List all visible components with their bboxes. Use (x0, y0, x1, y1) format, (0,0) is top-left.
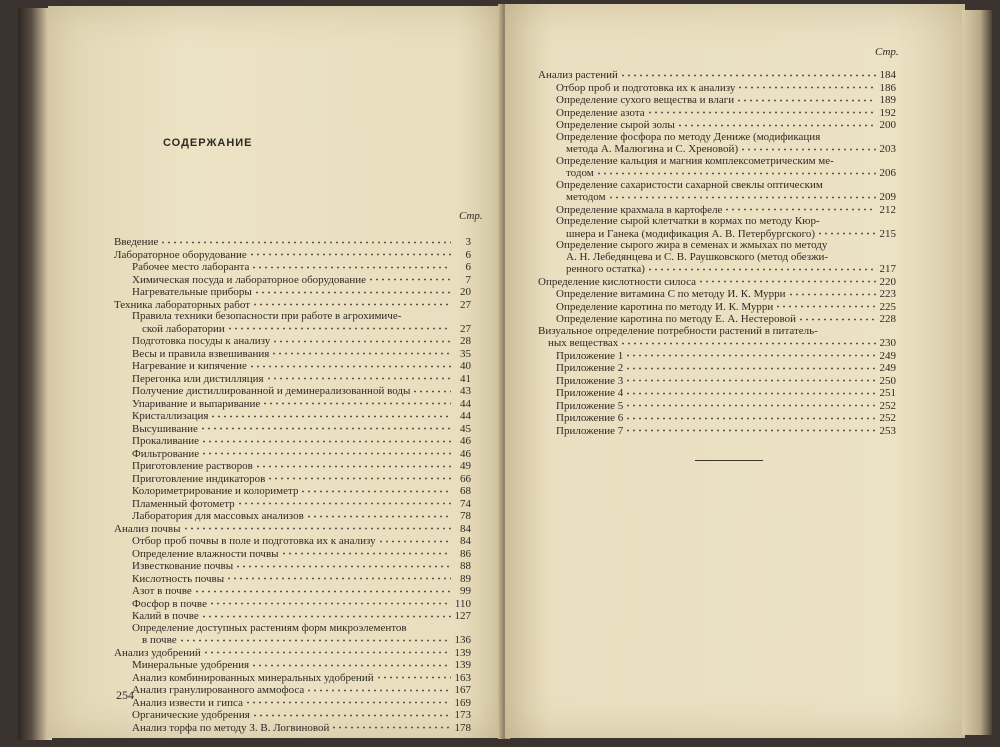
dot-leader (306, 684, 451, 693)
toc-entry-page: 189 (879, 94, 896, 106)
toc-entry-page: 6 (465, 261, 471, 273)
toc-entry-title: Анализ торфа по методу З. В. Логвиновой (132, 722, 330, 734)
toc-entry (114, 560, 471, 573)
dot-leader (227, 323, 451, 332)
dot-leader (255, 460, 451, 469)
toc-entry-title: Определение сырой золы (556, 120, 675, 131)
dot-leader (252, 709, 451, 718)
dot-leader (209, 598, 451, 607)
toc-entry-page: 203 (879, 143, 896, 155)
toc-entry (538, 301, 896, 314)
toc-entry-page: 220 (879, 275, 896, 288)
toc-entry-title: Определение кислотности силоса (538, 276, 697, 288)
toc-entry-title: Органические удобрения (132, 710, 250, 721)
toc-entry (538, 412, 896, 425)
dot-leader (267, 473, 451, 482)
toc-entry (114, 373, 471, 386)
toc-entry-page: 209 (879, 191, 896, 203)
toc-entry (538, 375, 896, 388)
toc-entry (538, 69, 896, 82)
toc-entry-page: 212 (879, 203, 896, 216)
toc-entry-title: Визуальное определение потребности растений в питатель- (538, 325, 818, 337)
toc-entry-title-cont: шнера и Ганека (модификация А. В. Петербургского) (566, 228, 816, 240)
toc-entry-page: 3 (465, 236, 471, 248)
toc-entry (114, 598, 471, 611)
toc-entry-page: 184 (879, 69, 896, 81)
toc-entry-page: 206 (879, 167, 896, 179)
toc-entry (114, 548, 471, 561)
toc-entry (114, 398, 471, 411)
toc-entry (114, 672, 471, 685)
dot-leader (201, 435, 451, 444)
toc-entry-title: Перегонка или дистилляция (132, 373, 264, 385)
toc-entry-title: Фильтрование (132, 448, 200, 460)
toc-entry-page: 139 (454, 646, 471, 659)
toc-entry-title: Определение азота (556, 107, 645, 119)
dot-leader (272, 335, 451, 344)
toc-entry-page: 7 (465, 273, 471, 286)
toc-entry (538, 276, 896, 289)
toc-entry (114, 274, 471, 287)
toc-entry-title: Химическая посуда и лабораторное оборудование (132, 274, 367, 286)
toc-entry-title-cont: в почве (142, 635, 177, 646)
dot-leader (647, 263, 876, 272)
dot-leader (378, 535, 451, 544)
dot-leader (625, 412, 876, 421)
toc-entry (114, 311, 471, 335)
dot-leader (625, 400, 876, 409)
toc-entry (538, 362, 896, 375)
dot-leader (249, 249, 451, 258)
toc-entry-title: Техника лабораторных работ (114, 299, 251, 311)
toc-entry-page: 253 (879, 424, 896, 437)
dot-leader (226, 573, 451, 582)
toc-entry-page: 84 (460, 535, 471, 547)
dot-leader (724, 204, 876, 213)
dot-leader (235, 560, 451, 569)
dot-leader (331, 722, 451, 731)
toc-entry (538, 132, 896, 156)
toc-entry-page: 35 (460, 347, 471, 360)
toc-entry-page: 127 (454, 610, 471, 622)
page-column-label-right: Стр. (875, 46, 899, 58)
toc-entry-page: 173 (454, 709, 471, 721)
toc-entry-title: Анализ гранулированного аммофоса (132, 685, 305, 696)
dot-leader (625, 375, 876, 384)
toc-entry-page: 41 (460, 372, 471, 385)
page-number: 254 (116, 688, 134, 702)
toc-entry (114, 261, 471, 274)
toc-entry-page: 250 (879, 374, 896, 387)
dot-leader (698, 276, 876, 285)
toc-entry (114, 435, 471, 448)
toc-entry-page: 20 (460, 286, 471, 298)
dot-leader (608, 191, 876, 200)
page-edges (962, 10, 992, 735)
toc-entry (114, 647, 471, 660)
dot-leader (620, 69, 876, 78)
dot-leader (252, 299, 451, 308)
toc-entry (538, 180, 896, 204)
toc-entry (114, 348, 471, 361)
toc-entry-page: 225 (879, 300, 896, 313)
toc-entry-page: 27 (460, 322, 471, 335)
toc-entry-page: 46 (460, 435, 471, 447)
toc-entry-title: Азот в почве (132, 586, 192, 597)
toc-entry (114, 535, 471, 548)
toc-entry (538, 326, 896, 350)
toc-entry (114, 722, 471, 735)
toc-entry-title: Введение (114, 237, 159, 248)
toc-entry-page: 136 (454, 634, 471, 646)
toc-entry (538, 204, 896, 217)
toc-entry (114, 573, 471, 586)
toc-entry-page: 163 (454, 671, 471, 684)
toc-entry-page: 252 (879, 399, 896, 412)
toc-entry-page: 228 (879, 313, 896, 325)
toc-entry-title: Определение крахмала в картофеле (556, 204, 723, 216)
toc-entry-page: 217 (879, 263, 896, 275)
toc-entry-page: 186 (879, 81, 896, 94)
toc-entry-page: 49 (460, 460, 471, 472)
toc-entry-title: Весы и правила взвешивания (132, 348, 270, 360)
book-spine (18, 8, 52, 740)
toc-entry (114, 335, 471, 348)
toc-entry (114, 473, 471, 486)
toc-entry-page: 249 (879, 362, 896, 374)
dot-leader (798, 313, 876, 322)
toc-entry (538, 400, 896, 413)
dot-leader (300, 485, 451, 494)
toc-entry-page: 110 (454, 597, 471, 610)
toc-entry-page: 78 (460, 510, 471, 522)
toc-entry (114, 585, 471, 598)
toc-entry-page: 66 (460, 472, 471, 485)
toc-title: СОДЕРЖАНИЕ (163, 137, 253, 149)
dot-leader (249, 360, 451, 369)
toc-entry-title: Колориметрирование и колориметр (132, 486, 299, 497)
toc-entry-title: Калий в почве (132, 611, 199, 622)
toc-entry-title: Нагревательные приборы (132, 287, 252, 298)
dot-leader (179, 634, 451, 643)
toc-entry-page: 46 (460, 447, 471, 460)
toc-entry-title: Анализ комбинированных минеральных удобрений (132, 672, 374, 684)
dot-leader (625, 387, 876, 396)
toc-entry-title: Получение дистиллированной и деминерализованной воды (132, 386, 411, 397)
toc-entry (538, 156, 896, 180)
dot-leader (266, 373, 451, 382)
toc-entry (114, 423, 471, 436)
toc-entry-title: Определение каротина по методу Е. А. Нестеровой (556, 314, 796, 325)
toc-entry (114, 510, 471, 523)
toc-entry-title: Высушивание (132, 423, 198, 435)
toc-entry-title: Правила техники безопасности при работе в агрохимиче- (132, 311, 402, 322)
toc-entry-title: Определение сырого жира в семенах и жмыхах по методу (556, 240, 828, 251)
toc-entry-title: Приложение 7 (556, 425, 624, 437)
toc-entry-title-cont: методом (566, 192, 606, 203)
toc-entry (114, 249, 471, 262)
dot-leader (368, 274, 451, 283)
dot-leader (620, 337, 876, 346)
dot-leader (281, 548, 451, 557)
toc-entry-title: Пламенный фотометр (132, 498, 235, 510)
toc-entry (114, 485, 471, 498)
toc-entry-page: 43 (460, 385, 471, 397)
toc-entry-page: 167 (454, 684, 471, 696)
toc-entry-page: 223 (879, 288, 896, 300)
toc-entry (114, 684, 471, 697)
toc-entry (538, 216, 896, 240)
toc-entry-page: 86 (460, 547, 471, 560)
toc-entry (114, 385, 471, 398)
toc-entry-title: Приложение 2 (556, 363, 624, 374)
toc-entry-title: Кристаллизация (132, 411, 209, 422)
toc-entry (538, 425, 896, 438)
toc-entry-page: 74 (460, 497, 471, 510)
toc-entry-title-cont: А. Н. Лебедянцева и С. В. Раушковского (метод обезжи- (566, 251, 829, 263)
dot-leader (625, 362, 876, 371)
toc-entry-title: Приложение 1 (556, 350, 624, 362)
toc-entry (114, 523, 471, 536)
toc-entry-title: Минеральные удобрения (132, 660, 250, 671)
dot-leader (306, 510, 451, 519)
toc-entry-title: Определение влажности почвы (132, 548, 279, 560)
toc-entry (114, 410, 471, 423)
toc-entry-title: Определение кальция и магния комплексометрическим ме- (556, 155, 834, 167)
dot-leader (210, 410, 451, 419)
toc-entry-page: 99 (460, 585, 471, 597)
toc-entry-page: 215 (879, 227, 896, 240)
toc-entry-title: Определение фосфора по методу Дениже (модификация (556, 131, 821, 143)
toc-entry-title-cont: ных веществах (548, 338, 619, 349)
toc-entry-title: Анализ извести и гипса (132, 697, 243, 709)
dot-leader (251, 261, 451, 270)
toc-entry-title: Определение сахаристости сахарной свеклы оптическим (556, 179, 823, 191)
dot-leader (740, 143, 876, 152)
dot-leader (237, 498, 451, 507)
toc-entry-title: Фосфор в почве (132, 598, 207, 610)
toc-entry-title: Определение сухого вещества и влаги (556, 95, 735, 106)
dot-leader (201, 448, 451, 457)
toc-entry-page: 44 (460, 397, 471, 410)
toc-entry-page: 169 (454, 696, 471, 709)
toc-entry (538, 387, 896, 400)
dot-leader (737, 82, 876, 91)
dot-leader (262, 398, 451, 407)
dot-leader (677, 119, 876, 128)
toc-entry-title-cont: ренного остатка) (566, 264, 645, 275)
toc-entry-title-cont: ской лаборатории (142, 323, 225, 335)
toc-entry-title-cont: тодом (566, 168, 594, 179)
toc-entry-page: 200 (879, 119, 896, 131)
toc-entry (538, 313, 896, 326)
dot-leader (194, 585, 451, 594)
toc-entry-title: Приложение 4 (556, 388, 624, 399)
toc-entry-title: Лабораторное оборудование (114, 249, 247, 261)
toc-entry-page: 178 (454, 721, 471, 734)
toc-entry (114, 299, 471, 312)
toc-list-right (538, 69, 896, 437)
toc-entry-page: 88 (460, 560, 471, 572)
toc-entry (538, 107, 896, 120)
toc-entry (114, 623, 471, 647)
dot-leader (254, 286, 451, 295)
toc-entry (538, 82, 896, 95)
toc-entry-page: 68 (460, 485, 471, 497)
dot-leader (271, 348, 451, 357)
toc-entry-title: Кислотность почвы (132, 573, 225, 585)
toc-entry-title: Определение витамина С по методу И. К. Мурри (556, 289, 786, 300)
toc-entry-title: Прокаливание (132, 436, 200, 447)
toc-entry-page: 249 (879, 349, 896, 362)
dot-leader (817, 228, 876, 237)
toc-entry (538, 94, 896, 107)
toc-entry (538, 240, 896, 276)
end-rule (695, 460, 763, 461)
toc-list-left (114, 236, 471, 734)
toc-entry-page: 230 (879, 337, 896, 349)
toc-entry-title: Нагревание и кипячение (132, 361, 247, 372)
toc-entry-title: Подготовка посуды к анализу (132, 336, 271, 347)
toc-entry-page: 139 (454, 659, 471, 671)
toc-entry-page: 192 (879, 106, 896, 119)
dot-leader (201, 610, 451, 619)
toc-entry (114, 659, 471, 672)
toc-entry-page: 84 (460, 522, 471, 535)
dot-leader (376, 672, 451, 681)
toc-entry (114, 610, 471, 623)
dot-leader (788, 288, 876, 297)
dot-leader (775, 301, 876, 310)
toc-entry-title: Лаборатория для массовых анализов (132, 511, 304, 522)
toc-entry (114, 697, 471, 710)
dot-leader (596, 167, 876, 176)
dot-leader (625, 425, 876, 434)
dot-leader (625, 350, 876, 359)
toc-entry (114, 286, 471, 299)
toc-entry (114, 448, 471, 461)
toc-entry-title: Приготовление растворов (132, 461, 253, 472)
toc-entry (114, 498, 471, 511)
toc-entry-title: Определение каротина по методу И. К. Мурри (556, 301, 774, 313)
toc-entry-page: 40 (460, 360, 471, 372)
toc-entry (114, 709, 471, 722)
toc-entry-page: 45 (460, 422, 471, 435)
toc-entry-title: Анализ удобрений (114, 647, 201, 659)
dot-leader (183, 523, 452, 532)
toc-entry-title: Рабочее место лаборанта (132, 262, 250, 273)
dot-leader (736, 94, 876, 103)
toc-entry-page: 44 (460, 410, 471, 422)
dot-leader (200, 423, 451, 432)
dot-leader (245, 697, 451, 706)
dot-leader (412, 385, 451, 394)
toc-entry (538, 350, 896, 363)
toc-entry (114, 236, 471, 249)
dot-leader (203, 647, 451, 656)
page-column-label-left: Стр. (459, 210, 483, 222)
toc-entry-page: 6 (465, 248, 471, 261)
toc-entry-page: 89 (460, 572, 471, 585)
toc-entry-title-cont: метода А. Малюгина и С. Хреновой) (566, 144, 739, 155)
toc-entry-title: Отбор проб почвы в поле и подготовка их к анализу (132, 536, 376, 547)
toc-entry (114, 460, 471, 473)
toc-entry-page: 28 (460, 335, 471, 347)
toc-entry (114, 360, 471, 373)
toc-entry-title: Определение сырой клетчатки в кормах по методу Кюр- (556, 216, 820, 227)
toc-entry-page: 252 (879, 412, 896, 424)
toc-entry-page: 27 (460, 298, 471, 311)
toc-entry-title: Приложение 5 (556, 400, 624, 412)
toc-entry-title: Определение доступных растениям форм микроэлементов (132, 622, 407, 634)
toc-entry-title: Приготовление индикаторов (132, 473, 266, 485)
toc-entry (538, 119, 896, 132)
toc-entry-title: Анализ почвы (114, 523, 181, 535)
dot-leader (251, 659, 451, 668)
dot-leader (160, 236, 451, 245)
toc-entry-page: 251 (879, 387, 896, 399)
toc-entry-title: Отбор проб и подготовка их к анализу (556, 82, 736, 94)
toc-entry-title: Анализ растений (538, 70, 618, 81)
toc-entry-title: Приложение 6 (556, 413, 624, 424)
toc-entry (538, 288, 896, 301)
toc-entry-title: Приложение 3 (556, 375, 624, 387)
dot-leader (647, 107, 876, 116)
toc-entry-title: Известкование почвы (132, 561, 234, 572)
toc-entry-title: Упаривание и выпаривание (132, 398, 261, 410)
